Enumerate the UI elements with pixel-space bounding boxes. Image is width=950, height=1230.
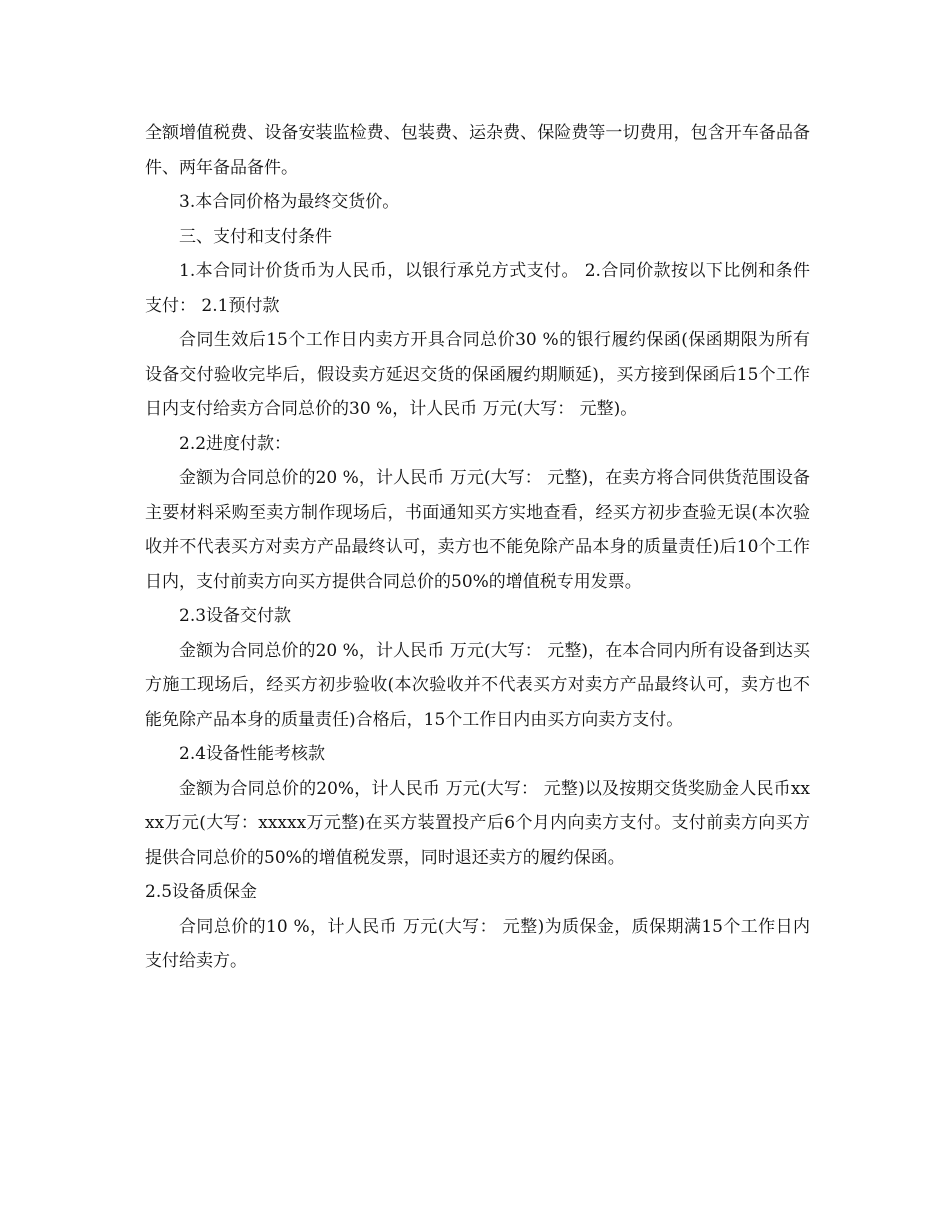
paragraph-performance-payment: 金额为合同总价的20%，计人民币 万元(大写： 元整)以及按期交货奖励金人民币xxxx万元(大写：xxxxx万元整)在买方装置投产后6个月内向卖方支付。支付前卖方向买方提供合同总价的50%的增值税发票，同时退还卖方的履约保函。 (145, 778, 810, 868)
subheading-performance-payment: 2.4设备性能考核款 (179, 744, 326, 764)
document-body (145, 116, 810, 979)
paragraph-warranty-deposit: 合同总价的10 %，计人民币 万元(大写： 元整)为质保金，质保期满15个工作日内支付给卖方。 (145, 916, 810, 971)
subheading-progress-payment: 2.2进度付款： (179, 433, 292, 454)
section-heading-payment: 三、支付和支付条件 (179, 226, 332, 247)
paragraph-currency: 1.本合同计价货币为人民币，以银行承兑方式支付。 2.合同价款按以下比例和条件支付： 2.1预付款 (145, 261, 810, 316)
subheading-delivery-payment: 2.3设备交付款 (179, 606, 292, 626)
paragraph-delivery-payment: 金额为合同总价的20 %，计人民币 万元(大写： 元整)，在本合同内所有设备到达买方施工现场后，经买方初步验收(本次验收并不代表买方对卖方产品最终认可，卖方也不能免除产品本身的质量责任)合格后，15个工作日内由买方向卖方支付。 (145, 640, 810, 730)
paragraph-advance-payment: 合同生效后15个工作日内卖方开具合同总价30 %的银行履约保函(保函期限为所有设备交付验收完毕后，假设卖方延迟交货的保函履约期顺延)，买方接到保函后15个工作日内支付给卖方合同总价的30 %，计人民币 万元(大写： 元整)。 (145, 330, 810, 419)
paragraph-progress-payment: 金额为合同总价的20 %，计人民币 万元(大写： 元整)，在卖方将合同供货范围设备主要材料采购至卖方制作现场后，书面通知买方实地查看，经买方初步查验无误(本次验收并不代表买方对卖方产品最终认可，卖方也不能免除产品本身的质量责任)后10个工作日内，支付前卖方向买方提供合同总价的50%的增值税专用发票。 (145, 468, 810, 592)
paragraph-fees: 全额增值税费、设备安装监检费、包装费、运杂费、保险费等一切费用，包含开车备品备件、两年备品备件。 (145, 123, 810, 178)
subheading-warranty-deposit: 2.5设备质保金 (145, 882, 258, 902)
paragraph-final-price: 3.本合同价格为最终交货价。 (179, 192, 400, 212)
